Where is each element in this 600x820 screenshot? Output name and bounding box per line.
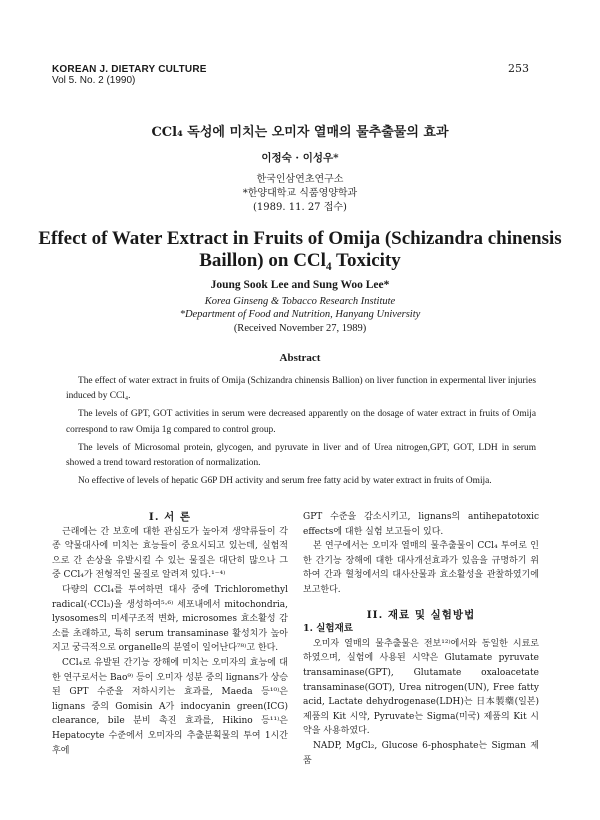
materials-subheading: 1. 실험재료 (303, 623, 353, 635)
right-column (303, 510, 539, 768)
abstract-heading: Abstract (279, 352, 321, 364)
korean-institute-1: 한국인삼연초연구소 (256, 174, 344, 185)
abstract-paragraph: No effective of levels of hepatic G6P DH activity and serum free fatty acid by water extract in fruits of Omija. (78, 476, 492, 487)
body-paragraph: 오미자 열매의 물추출물은 전보¹²⁾에서와 동일한 시료로 하였으며, 실험에 사용된 시약은 Glutamate pyruvate transaminase(GPT), Glutamate oxaloacetate transaminase(GOT), Urea nitrogen(UN), Free fatty acid, Lactate dehydrogenase(LDH)는 日本製藥(일본) 제품의 Kit 시약, Pyruvate는 Sigma(미국) 제품의 Kit 시약을 사용하였다. (303, 638, 539, 737)
journal-volume: Vol 5. No. 2 (1990) (52, 75, 136, 86)
introduction-heading: I. 서 론 (148, 511, 192, 523)
body-paragraph: 근래에는 간 보호에 대한 관심도가 높아져 생약류들이 각종 약물대사에 미치는 효능들이 중요시되고 있는데, 실험적으로 간 손상을 유발시킬 수 있는 물질은 대단히 많으나 그 중 CCl₄가 전형적인 물질로 알려져 있다.¹⁻⁴⁾ (52, 526, 288, 581)
abstract-paragraph: The levels of Microsomal protein, glycogen, and pyruvate in liver and of Urea nitrogen,GPT, GOT, LDH in serum showed a trend toward restoration of normalization. (66, 442, 536, 469)
body-paragraph: CCl₄로 유발된 간기능 장해에 미치는 오미자의 효능에 대한 연구로서는 Bao⁹⁾ 등이 오미자 성분 중의 lignans가 상승된 GPT 수준을 저하시키는 효과를, Maeda 등¹⁰⁾은 lignans 중의 Gomisin A가 indocyanin green(ICG) clearance, bile 분비 촉진 효과를, Hikino 등¹¹⁾은 Hepatocyte 수준에서 오미자의 추출분획물의 투여 1시간 후에 (52, 657, 288, 756)
methods-heading: II. 재료 및 실험방법 (366, 608, 476, 621)
english-title-line-2: Baillon) on CCl₄ Toxicity (199, 250, 401, 271)
left-column (52, 510, 288, 758)
body-paragraph: 다량의 CCl₄를 투여하면 대사 중에 Trichloromethyl radical(·CCl₃)을 생성하여⁵·⁶⁾ 세포내에서 mitochondria, lysosomes의 미세구조적 변화, microsomes 효소활성 감소를 초래하고, 특히 serum transaminase 활성치가 높아지고 궁극적으로 organelle의 분열이 일어난다⁷⁸⁾고 한다. (52, 584, 288, 654)
body-paragraph: 본 연구에서는 오미자 열매의 물추출물이 CCl₄ 투여로 인한 간기능 장해에 대한 대사개선효과가 있음을 규명하기 위하여 간과 혈청에서의 대사산물과 효소활성을 관찰하였기에 보고한다. (303, 541, 539, 595)
english-title-line-1: Effect of Water Extract in Fruits of Omija (Schizandra chinensis (38, 228, 562, 249)
korean-authors: 이정숙 · 이성우* (261, 152, 339, 164)
body-paragraph: NADP, MgCl₂, Glucose 6-phosphate는 Sigman 제품 (303, 740, 539, 766)
english-institute-1: Korea Ginseng & Tobacco Research Institute (204, 296, 396, 307)
journal-name: KOREAN J. DIETARY CULTURE (52, 64, 207, 75)
korean-received-date: (1989. 11. 27 접수) (253, 202, 347, 213)
page-number: 253 (508, 62, 529, 75)
english-received-date: (Received November 27, 1989) (233, 323, 367, 334)
body-paragraph: GPT 수준을 감소시키고, lignans의 antihepatotoxic effects에 대한 실험 보고들이 있다. (303, 512, 539, 537)
english-authors: Joung Sook Lee and Sung Woo Lee* (210, 279, 390, 291)
korean-institute-2: *한양대학교 식품영양학과 (242, 188, 358, 199)
abstract-paragraph: The levels of GPT, GOT activities in serum were decreased apparently on the dosage of water extract in fruits of Omija correspond to raw Omija 1g compared to control group. (66, 409, 536, 435)
english-institute-2: *Department of Food and Nutrition, Hanyang University (179, 309, 421, 320)
korean-title: CCl₄ 독성에 미치는 오미자 열매의 물추출물의 효과 (151, 125, 449, 140)
abstract-paragraph: The effect of water extract in fruits of Omija (Schizandra chinensis Ballion) on liver function in expermental liver injuries induced by CCl₄. (66, 376, 536, 402)
abstract-body (66, 374, 536, 492)
